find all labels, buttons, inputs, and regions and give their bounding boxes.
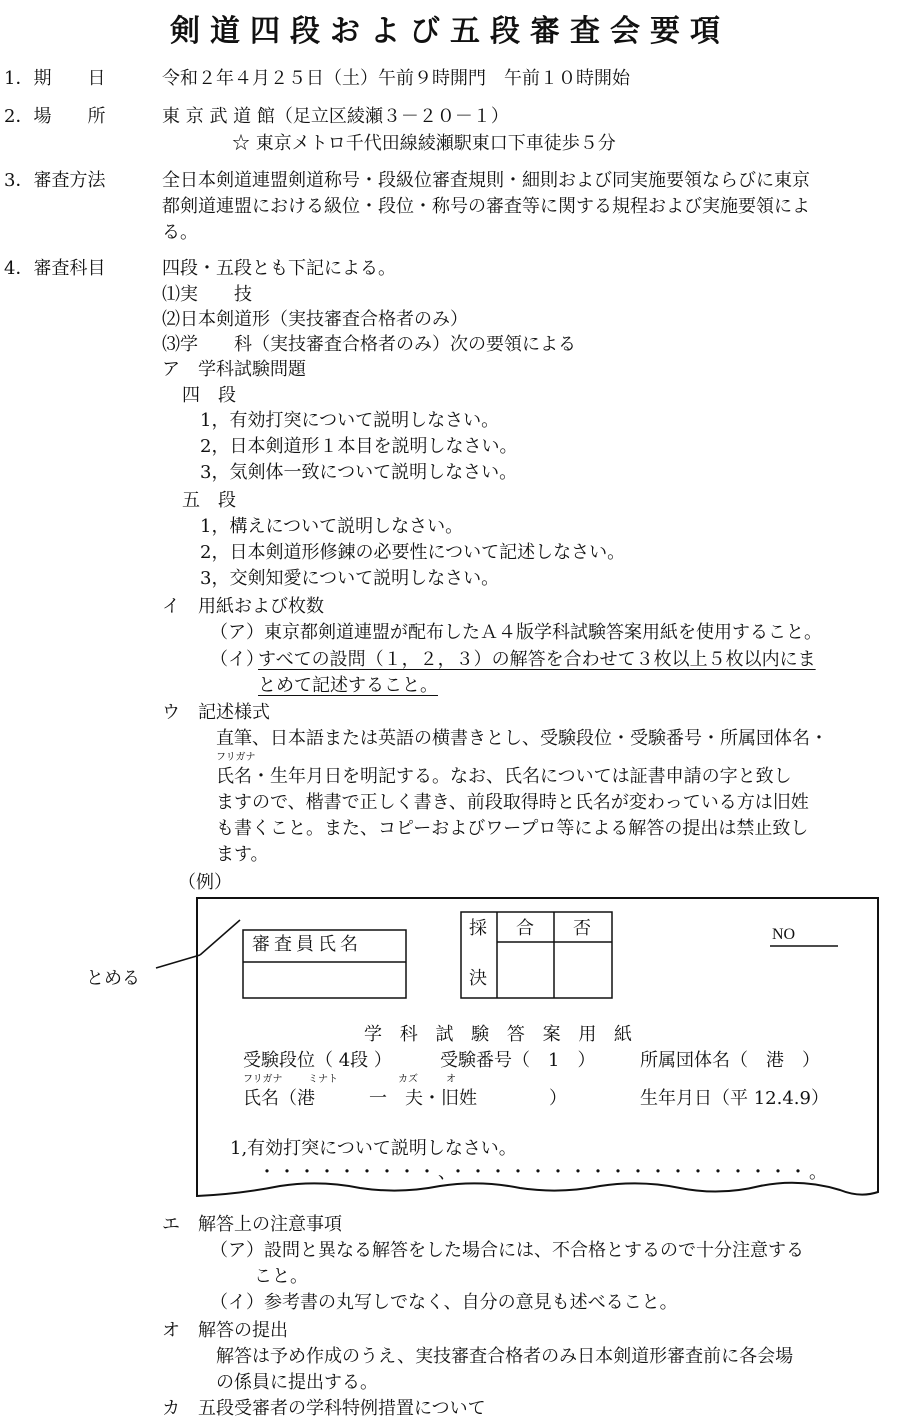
subsection-a-heading: ア 学科試験問題 (162, 359, 306, 380)
answer-note-continuation: こと。 (254, 1266, 308, 1287)
section-2-body: 東 京 武 道 館（足立区綾瀬３－２０－１） (162, 106, 509, 127)
submission-line: 解答は予め作成のうえ、実技審査合格者のみ日本剣道形審査前に各会場 (216, 1346, 794, 1367)
sheet-birthdate: 生年月日（平 12.4.9） (640, 1088, 829, 1109)
format-line: ますので、楷書で正しく書き、前段取得時と氏名が変わっている方は旧姓 (216, 792, 809, 813)
sheet-title: 学 科 試 験 答 案 用 紙 (364, 1024, 639, 1045)
section-2-access: ☆ 東京メトロ千代田線綾瀬駅東口下車徒歩５分 (232, 133, 616, 154)
subsection-o-heading: オ 解答の提出 (162, 1320, 288, 1341)
sheet-exam-number: 受験番号（ 1 ） (440, 1050, 596, 1071)
pass-label: 合 (516, 918, 534, 939)
fail-label: 否 (573, 918, 591, 939)
page-title: 剣道四段および五段審査会要項 (170, 14, 730, 49)
sheet-answer-dots: ・・・・・・・・・、・・・・・・・・・・・・・・・・・・。 (258, 1162, 829, 1183)
sheet-grade: 受験段位（ 4段 ） (243, 1050, 392, 1071)
example-label: （例） (178, 872, 232, 893)
sheet-question: 1,有効打突について説明しなさい。 (230, 1138, 517, 1159)
paper-rule-underlined: とめて記述すること。 (258, 675, 438, 696)
godan-question: 3，交剣知愛について説明しなさい。 (200, 568, 500, 589)
section-3-line-1: 全日本剣道連盟剣道称号・段級位審査規則・細則および同実施要領ならびに東京 (162, 170, 810, 191)
section-1-number: 1．期 日 (4, 68, 106, 89)
sheet-number-label: NO (772, 926, 796, 943)
paper-rule-marker: （イ） (210, 649, 264, 670)
godan-question: 2，日本剣道形修錬の必要性について記述しなさい。 (200, 542, 626, 563)
submission-line: の係員に提出する。 (216, 1372, 378, 1393)
yondan-heading: 四 段 (182, 385, 236, 406)
sheet-team: 所属団体名（ 港 ） (640, 1050, 820, 1071)
subject-item: ⑵日本剣道形（実技審査合格者のみ） (162, 309, 468, 330)
subsection-i-heading: イ 用紙および枚数 (162, 596, 324, 617)
format-line: ます。 (216, 844, 269, 865)
section-4-intro: 四段・五段とも下記による。 (162, 258, 396, 279)
sai-label: 採 (469, 918, 487, 939)
subject-item: ⑴実 技 (162, 284, 252, 305)
sheet-ruby-o: オ (446, 1074, 456, 1085)
paper-rule: （ア）東京都剣道連盟が配布したＡ４版学科試験答案用紙を使用すること。 (210, 622, 822, 643)
subject-item: ⑶学 科（実技審査合格者のみ）次の要領による (162, 334, 576, 355)
format-line: 氏名・生年月日を明記する。なお、氏名については証書申請の字と致し (216, 766, 792, 787)
subsection-ka-heading: カ 五段受審者の学科特例措置について (162, 1398, 486, 1419)
sheet-name: 氏名（港 一 夫・旧姓 ） (243, 1088, 567, 1109)
ketsu-label: 決 (469, 968, 487, 989)
section-3-number: 3．審査方法 (4, 170, 106, 191)
sheet-ruby-furigana: フリガナ (243, 1074, 283, 1085)
section-4-number: 4．審査科目 (4, 258, 106, 279)
section-3-line-3: る。 (162, 222, 198, 243)
sheet-ruby-minato: ミナト (308, 1074, 338, 1085)
section-1-body: 令和２年４月２５日（土）午前９時開門 午前１０時開始 (162, 68, 630, 89)
subsection-u-heading: ウ 記述様式 (162, 702, 270, 723)
format-line: 直筆、日本語または英語の横書きとし、受験段位・受験番号・所属団体名・ (216, 728, 828, 749)
answer-note: （イ）参考書の丸写しでなく、自分の意見も述べること。 (210, 1292, 678, 1313)
examiner-name-label: 審査員氏名 (252, 934, 362, 955)
format-line: も書くこと。また、コピーおよびワープロ等による解答の提出は禁止致し (216, 818, 809, 839)
yondan-question: 2，日本剣道形１本目を説明しなさい。 (200, 436, 518, 457)
godan-heading: 五 段 (182, 490, 236, 511)
godan-question: 1，構えについて説明しなさい。 (200, 516, 464, 537)
paper-rule-underlined: すべての設問（１，２，３）の解答を合わせて３枚以上５枚以内にま (258, 649, 816, 670)
answer-note: （ア）設問と異なる解答をした場合には、不合格とするので十分注意する (210, 1240, 804, 1261)
subsection-e-heading: エ 解答上の注意事項 (162, 1214, 342, 1235)
section-2-number: 2．場 所 (4, 106, 106, 127)
section-3-line-2: 都剣道連盟における級位・段位・称号の審査等に関する規程および実施要領によ (162, 196, 810, 217)
yondan-question: 3，気剣体一致について説明しなさい。 (200, 462, 518, 483)
furigana-ruby: フリガナ (216, 752, 256, 763)
tomeru-label: とめる (86, 968, 140, 989)
yondan-question: 1，有効打突について説明しなさい。 (200, 410, 500, 431)
sheet-ruby-kazu: カズ (398, 1074, 418, 1085)
